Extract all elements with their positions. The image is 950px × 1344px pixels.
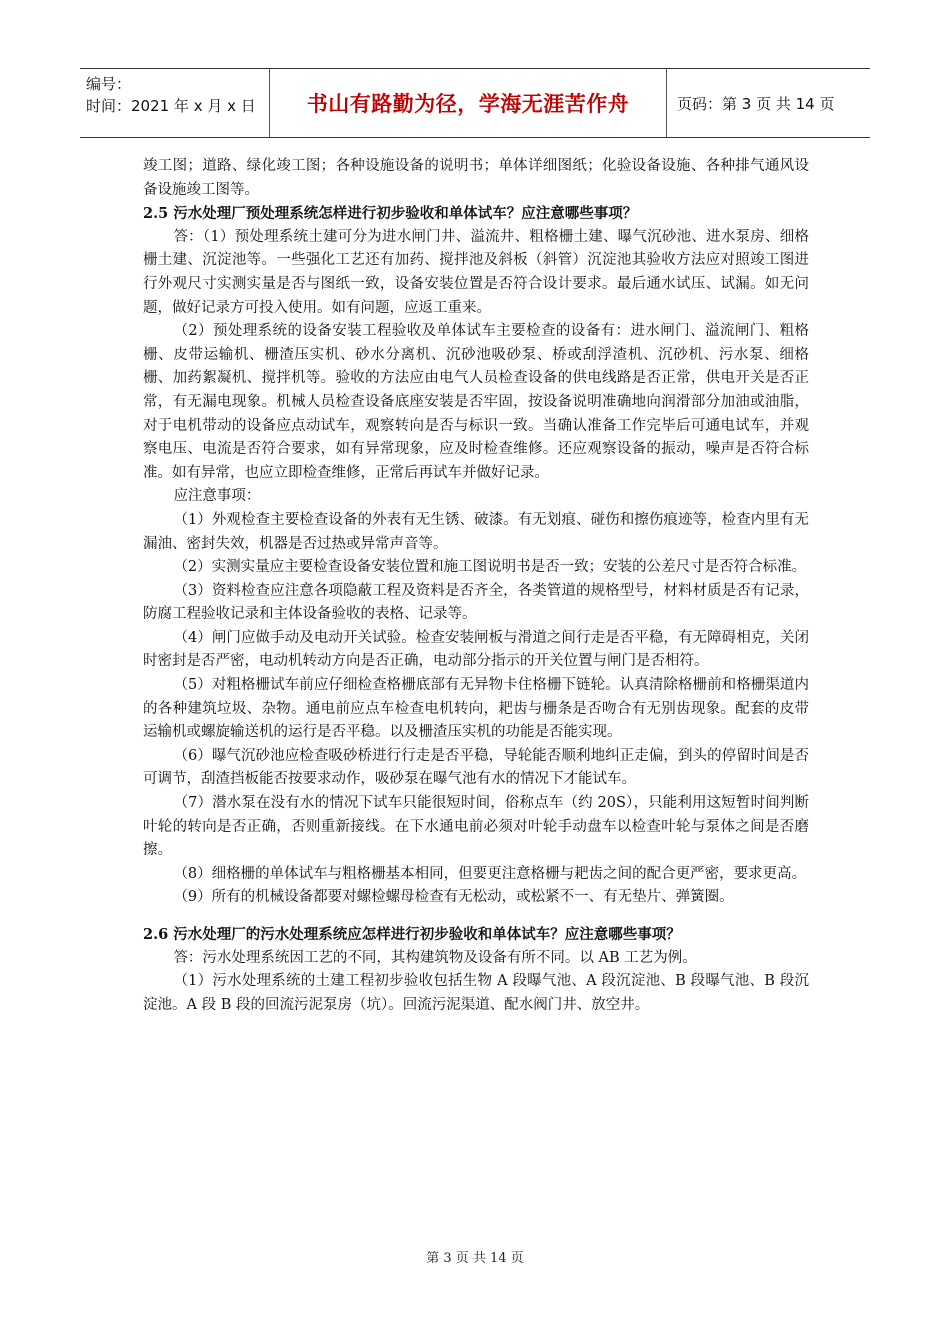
list-item: （3）资料检查应注意各项隐蔽工程及资料是否齐全，各类管道的规格型号，材料材质是否有记录，防腐工程验收记录和主体设备验收的表格、记录等。 [143, 582, 809, 623]
header-motto: 书山有路勤为径，学海无涯苦作舟 [270, 69, 667, 137]
list-item: （6）曝气沉砂池应检查吸砂桥进行行走是否平稳，导轮能否顺利地纠正走偏，到头的停留时间是否可调节，刮渣挡板能否按要求动作，吸砂泵在曝气池有水的情况下才能试车。 [143, 747, 809, 788]
page-header [80, 68, 870, 138]
list-item: （4）闸门应做手动及电动开关试验。检查安装闸板与滑道之间行走是否平稳，有无障碍相克，关闭时密封是否严密，电动机转动方向是否正确，电动部分指示的开关位置与闸门是否相符。 [143, 629, 809, 670]
paragraph: 竣工图；道路、绿化竣工图；各种设施设备的说明书；单体详细图纸；化验设备设施、各种排气通风设备设施竣工图等。 [143, 158, 809, 198]
document-number-label: 编号： [86, 75, 132, 93]
header-page-info: 页码：第 3 页 共 14 页 [677, 94, 835, 113]
paragraph: （2）预处理系统的设备安装工程验收及单体试车主要检查的设备有：进水闸门、溢流闸门、粗格栅、皮带运输机、栅渣压实机、砂水分离机、沉砂池吸砂泵、桥或刮浮渣机、沉砂机、污水泵、细格栅、加药絮凝机、搅拌机等。验收的方法应由电气人员检查设备的供电线路是否正常，供电开关是否正常，有无漏电现象。机械人员检查设备底座安装是否牢固，按设备说明准确地向润滑部分加油或油脂，对于电机带动的设备应点动试车，观察转向是否与标识一致。当确认准备工作完毕后可通电试车，并观察电压、电流是否符合要求，如有异常现象，应及时检查维修。还应观察设备的振动，噪声是否符合标准。如有异常，也应立即检查维修，正常后再试车并做好记录。 [143, 323, 809, 481]
paragraph: （1）污水处理系统的土建工程初步验收包括生物 A 段曝气池、A 段沉淀池、B 段曝气池、B 段沉淀池。A 段 B 段的回流污泥泵房（坑）。回流污泥渠道、配水阀门井、放空井。 [143, 973, 809, 1013]
list-item: （1）外观检查主要检查设备的外表有无生锈、破漆。有无划痕、碰伤和擦伤痕迹等，检查内里有无漏油、密封失效，机器是否过热或异常声音等。 [143, 511, 809, 552]
list-item: （9）所有的机械设备都要对螺检螺母检查有无松动，或松紧不一、有无垫片、弹簧圈。 [173, 889, 734, 906]
page-footer: 第 3 页 共 14 页 [426, 1251, 524, 1266]
document-date: 时间：2021 年 x 月 x 日 [86, 97, 256, 115]
section-heading-2-6: 2.6 污水处理厂的污水处理系统应怎样进行初步验收和单体试车？应注意哪些事项？ [143, 926, 681, 943]
list-item: （5）对粗格栅试车前应仔细检查格栅底部有无异物卡住格栅下链轮。认真清除格栅前和格栅渠道内的各种建筑垃圾、杂物。通电前应点车检查电机转向，耙齿与栅条是否吻合有无别齿现象。配套的皮带运输机或螺旋输送机的运行是否平稳。以及栅渣压实机的功能是否能实现。 [143, 677, 809, 741]
list-item: （8）细格栅的单体试车与粗格栅基本相同，但要更注意格栅与耙齿之间的配合更严密，要求更高。 [173, 865, 807, 882]
paragraph: 答：（1）预处理系统土建可分为进水闸门井、溢流井、粗格栅土建、曝气沉砂池、进水泵房、细格栅土建、沉淀池等。一些强化工艺还有加药、搅拌池及斜板（斜管）沉淀池其验收方法应对照竣工图进行外观尺寸实测实量是否与图纸一致，设备安装位置是否符合设计要求。最后通水试压、试漏。如无问题，做好记录方可投入使用。如有问题，应返工重来。 [143, 228, 809, 316]
section-heading-2-5: 2.5 污水处理厂预处理系统怎样进行初步验收和单体试车？应注意哪些事项？ [143, 205, 638, 223]
document-body [143, 155, 809, 1017]
paragraph: 答：污水处理系统因工艺的不同，其构建筑物及设备有所不同。以 AB 工艺为例。 [173, 949, 697, 966]
paragraph: 应注意事项： [173, 488, 261, 505]
list-item: （2）实测实量应主要检查设备安装位置和施工图说明书是否一致；安装的公差尺寸是否符合标准。 [173, 559, 807, 576]
header-meta [80, 69, 270, 137]
list-item: （7）潜水泵在没有水的情况下试车只能很短时间，俗称点车（约 20S），只能利用这短暂时间判断叶轮的转向是否正确，否则重新接线。在下水通电前必须对叶轮手动盘车以检查叶轮与泵体之间是否磨擦。 [143, 795, 809, 859]
